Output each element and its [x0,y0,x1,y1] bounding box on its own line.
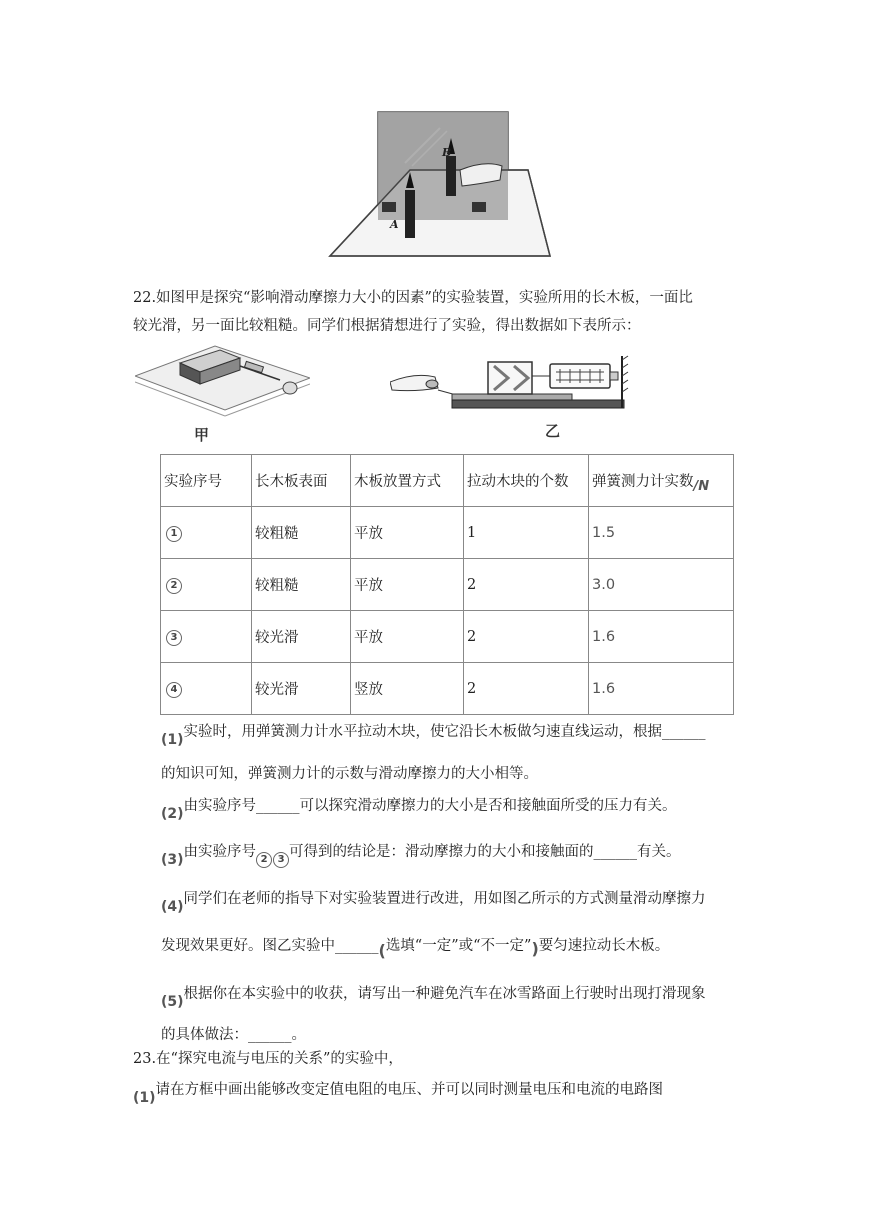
q22-intro-line2: 较光滑，另一面比较粗糙。同学们根据猜想进行了实验，得出数据如下表所示： [133,318,641,334]
q22-p4-line1: (4)同学们在老师的指导下对实验装置进行改进，用如图乙所示的方式测量滑动摩擦力 [161,891,706,915]
q22-p3-circle-2: 2 [256,852,272,868]
table-row [161,611,734,663]
surface-cell: 较粗糙 [252,507,351,559]
friction-data-table [160,454,734,715]
row-id-cell: 2 [161,559,252,611]
reading-cell: 1.6 [589,663,734,715]
table-row [161,507,734,559]
count-cell: 2 [464,663,589,715]
header-trial-number: 实验序号 [161,455,252,507]
placement-cell: 竖放 [351,663,464,715]
placement-cell: 平放 [351,611,464,663]
q22-p2-line1: (2)由实验序号______可以探究滑动摩擦力的大小是否和接触面所受的压力有关。 [161,798,677,822]
row-id-cell: 1 [161,507,252,559]
header-spring-reading: 弹簧测力计实数/N [589,455,734,507]
q22-p5-num: (5) [161,994,184,1010]
header-board-surface: 长木板表面 [252,455,351,507]
reading-cell: 1.6 [589,611,734,663]
q23-p1-num: (1) [133,1090,156,1106]
row-id-cell: 3 [161,611,252,663]
q22-p1-line2: 的知识可知，弹簧测力计的示数与滑动摩擦力的大小相等。 [161,766,538,782]
q22-p4-num: (4) [161,899,184,915]
header-placement: 木板放置方式 [351,455,464,507]
q22-p3-line1: (3)由实验序号 2 3 可得到的结论是：滑动摩擦力的大小和接触面的______有关。 [161,844,681,868]
table-header-row [161,455,734,507]
count-cell: 1 [464,507,589,559]
table-row [161,559,734,611]
figure-yi-label: 乙 [545,422,561,440]
placement-cell: 平放 [351,507,464,559]
candle-b-label: B [442,146,452,159]
q22-p1-num: (1) [161,732,184,748]
table-row [161,663,734,715]
surface-cell: 较光滑 [252,611,351,663]
q22-p1-line1: (1)实验时，用弹簧测力计水平拉动木块，使它沿长木板做匀速直线运动，根据______ [161,724,706,748]
surface-cell: 较光滑 [252,663,351,715]
figure-jia-label: 甲 [194,426,210,444]
count-cell: 2 [464,559,589,611]
q22-p4-line2: 发现效果更好。图乙实验中______(选填“一定”或“不一定”)要匀速拉动长木板。 [161,938,670,960]
count-cell: 2 [464,611,589,663]
q23-p1-line1: (1)请在方框中画出能够改变定值电阻的电压、并可以同时测量电压和电流的电路图 [133,1082,664,1106]
surface-cell: 较粗糙 [252,559,351,611]
q22-p5-line1: (5)根据你在本实验中的收获，请写出一种避免汽车在冰雪路面上行驶时出现打滑现象 [161,986,706,1010]
q22-p3-num: (3) [161,852,184,868]
reading-cell: 1.5 [589,507,734,559]
row-id-cell: 4 [161,663,252,715]
unit-newton: /N [693,479,710,494]
figure-yi-spring-scale-setup [390,352,630,412]
q22-p5-line2: 的具体做法：______。 [161,1027,306,1043]
q22-intro-line1: 22.如图甲是探究“影响滑动摩擦力大小的因素”的实验装置，实验所用的长木板，一面比 [133,290,693,306]
header-block-count: 拉动木块的个数 [464,455,589,507]
q23-intro: 23.在“探究电流与电压的关系”的实验中， [133,1051,403,1067]
figure-jia-wood-block [135,338,310,418]
q22-p2-num: (2) [161,806,184,822]
candle-a-label: A [390,218,399,231]
placement-cell: 平放 [351,559,464,611]
q22-p3-circle-3: 3 [273,852,289,868]
reading-cell: 3.0 [589,559,734,611]
plane-mirror-candle-figure [310,108,560,260]
